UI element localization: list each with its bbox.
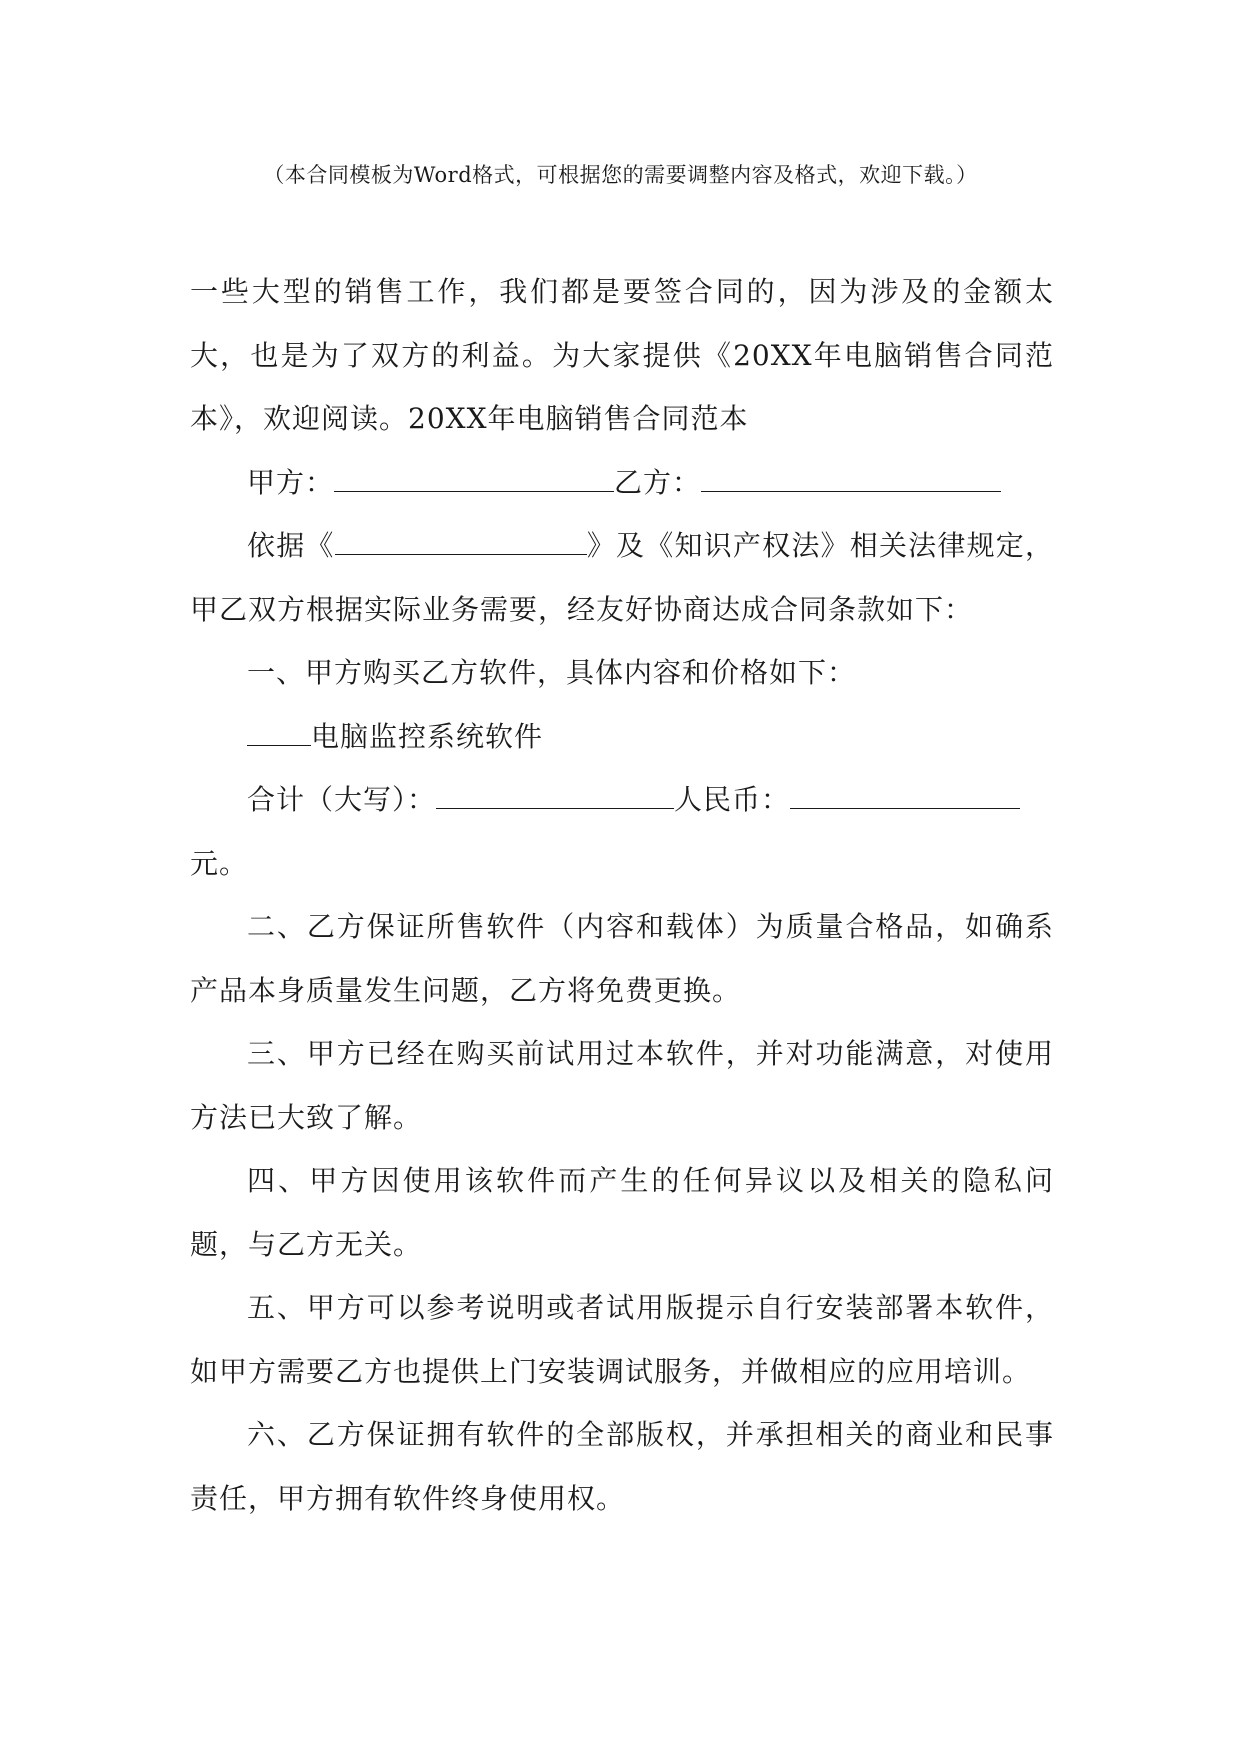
party-b-label: 乙方： xyxy=(614,465,702,499)
software-item: 电脑监控系统软件 xyxy=(311,719,544,753)
clause-2: 二、乙方保证所售软件（内容和载体）为质量合格品，如确系产品本身质量发生问题，乙方将免费更换。 xyxy=(190,910,1054,1007)
template-note: （本合同模板为Word格式，可根据您的需要调整内容及格式，欢迎下载。） xyxy=(263,163,978,187)
software-quantity-blank xyxy=(247,719,311,746)
basis-blank xyxy=(335,528,587,555)
basis-prefix: 依据《 xyxy=(247,529,335,562)
party-b-blank xyxy=(701,465,1001,492)
clause-4: 四、甲方因使用该软件而产生的任何异议以及相关的隐私问题，与乙方无关。 xyxy=(190,1164,1054,1261)
party-a-label: 甲方： xyxy=(247,465,335,499)
party-a-blank xyxy=(334,465,614,492)
clause-6: 六、乙方保证拥有软件的全部版权，并承担相关的商业和民事责任，甲方拥有软件终身使用权。 xyxy=(190,1418,1054,1515)
contract-body xyxy=(190,260,1054,1530)
yuan-label: 元。 xyxy=(190,846,249,880)
parties-line xyxy=(190,451,1054,515)
software-item-line xyxy=(190,705,1054,769)
basis-paragraph xyxy=(190,514,1054,641)
total-line xyxy=(190,768,1054,895)
total-uppercase-blank xyxy=(436,782,674,809)
rmb-label: 人民币： xyxy=(674,783,791,816)
clause-5: 五、甲方可以参考说明或者试用版提示自行安装部署本软件，如甲方需要乙方也提供上门安装调试服务，并做相应的应用培训。 xyxy=(190,1291,1054,1388)
rmb-amount-blank xyxy=(790,782,1020,809)
clause-1: 一、甲方购买乙方软件，具体内容和价格如下： xyxy=(247,656,857,689)
total-label: 合计（大写）： xyxy=(247,783,437,816)
basis-suffix: 》及《知识产权法》相关法律规定，甲乙双方根据实际业务需要，经友好协商达成合同条款如下： xyxy=(190,529,1054,626)
clause-3: 三、甲方已经在购买前试用过本软件，并对功能满意，对使用方法已大致了解。 xyxy=(190,1037,1054,1134)
intro-paragraph: 一些大型的销售工作，我们都是要签合同的，因为涉及的金额太大，也是为了双方的利益。为大家提供《20XX年电脑销售合同范本》，欢迎阅读。20XX年电脑销售合同范本 xyxy=(190,275,1054,435)
